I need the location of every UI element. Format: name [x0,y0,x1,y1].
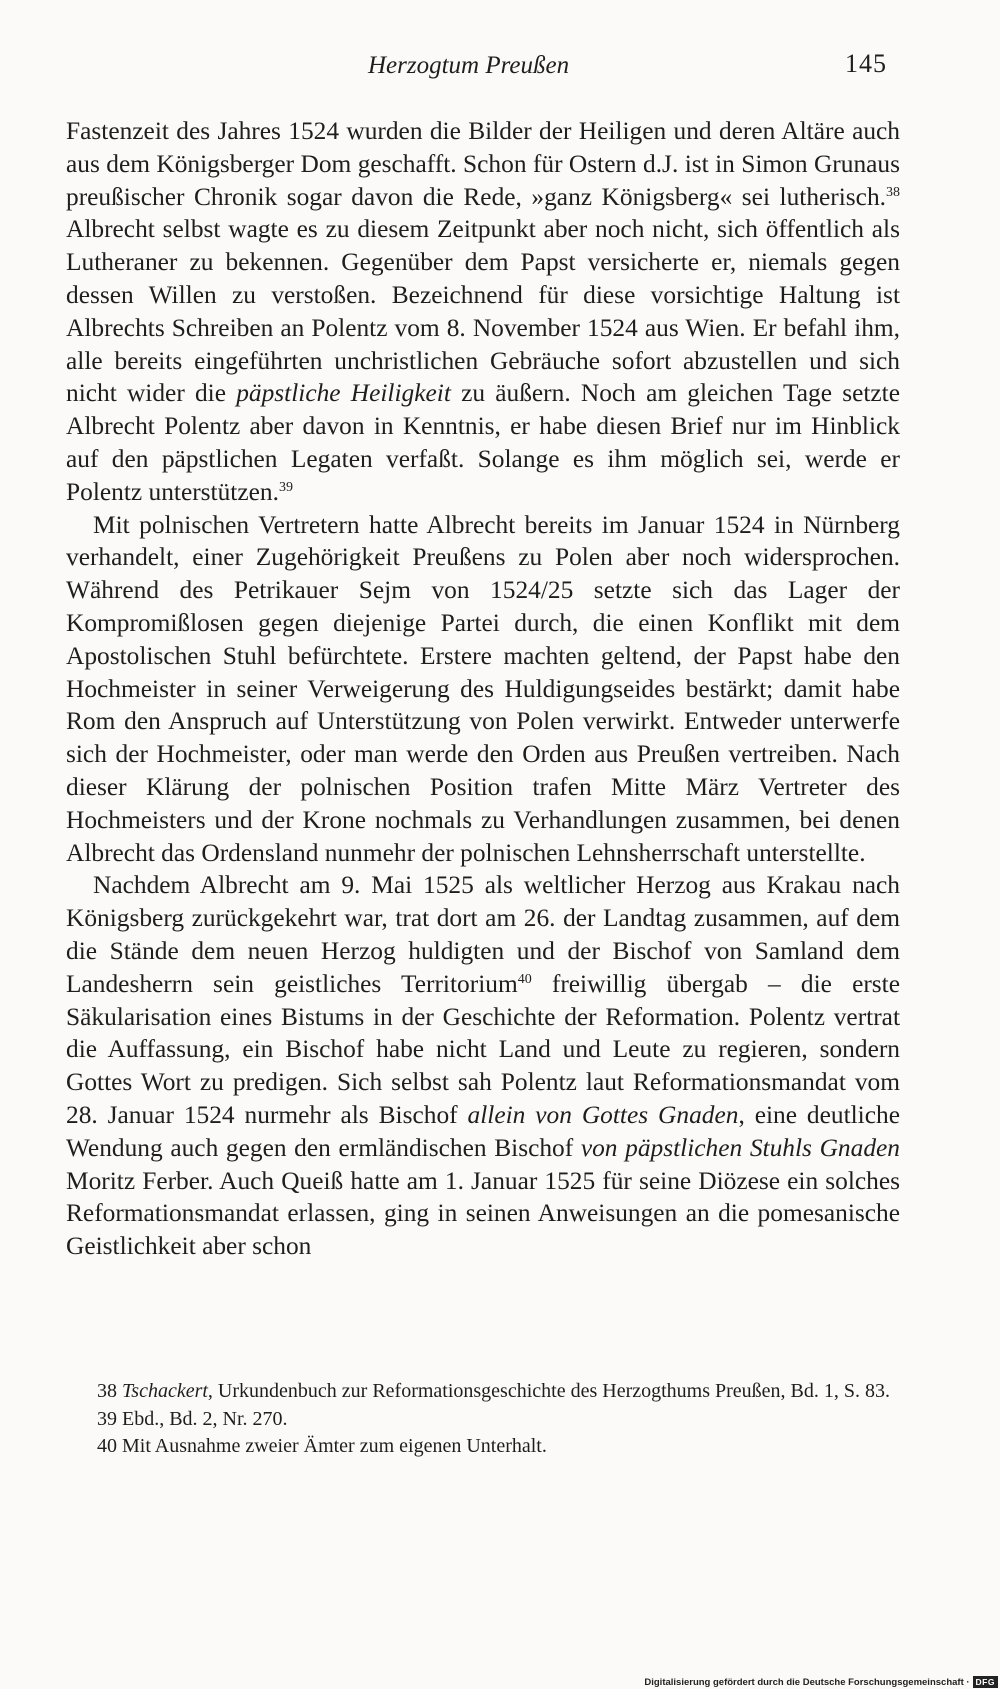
text-run: freiwillig übergab – die erste Säkularisation eines Bistums in der Geschichte der Reformation. Polentz vertrat die Auffassung, ein Bischof habe nicht Land und Leute zu regieren, sondern Gottes Wort zu predigen. Sich selbst sah Polentz laut Reformationsmandat vom 28. Januar 1524 nurmehr als Bischof [66,969,900,1129]
italic-text: Tschackert [122,1380,208,1402]
text-run: Fastenzeit des Jahres 1524 wurden die Bilder der Heiligen und deren Altäre auch aus dem Königsberger Dom geschafft. Schon für Ostern d.J. ist in Simon Grunaus preußischer Chronik sogar davon die Rede, »ganz Königsberg« sei lutherisch. [66,117,900,211]
text-run: Albrecht selbst wagte es zu diesem Zeitpunkt aber noch nicht, sich öffentlich als Lutheraner zu bekennen. Gegenüber dem Papst versicherte er, niemals gegen dessen Willen zu verstoßen. Bezeichnend für diese vorsichtige Haltung ist Albrechts Schreiben an Polentz vom 8. November 1524 aus Wien. Er befahl ihm, alle bereits eingeführten unchristlichen Gebräuche sofort abzustellen und sich nicht wider die [66,215,900,408]
text-run: zu äußern. Noch am gleichen Tage setzte Albrecht Polentz aber davon in Kenntnis, er habe diesen Brief nur im Hinblick auf den päpstlichen Legaten verfaßt. Solange es ihm möglich sei, werde er Polentz unterstützen. [66,379,901,506]
footnote-number: 40 [97,1435,117,1458]
footnote [66,1406,900,1434]
text-run: Nachdem Albrecht am 9. Mai 1525 als weltlicher Herzog aus Krakau nach Königsberg zurückgekehrt war, trat dort am 26. der Landtag zusammen, auf dem die Stände dem neuen Herzog huldigten und der Bischof von Samland dem Landesherrn sein geistliches Territorium [66,871,900,998]
dfg-logo-icon: DFG [973,1676,998,1688]
footnote [66,1378,900,1406]
paragraph [66,509,900,870]
body-text [66,115,900,1263]
italic-text: päpstliche Heiligkeit [236,379,451,408]
text-run: , eine deutliche Wendung auch gegen den ermländischen Bischof [66,1100,900,1162]
footnote-number: 38 [97,1380,117,1402]
paragraph [66,115,900,509]
footnote-number: 39 [97,1407,117,1430]
text-run: Mit Ausnahme zweier Ämter zum eigenen Unterhalt. [122,1435,547,1458]
text-run: , Urkundenbuch zur Reformationsgeschichte des Herzogthums Preußen, Bd. 1, S. 83. [207,1380,891,1402]
footnote-reference: 39 [278,479,293,495]
footnote-reference: 38 [886,184,900,200]
running-header: Herzogtum Preußen [368,52,570,79]
italic-text: von päpstlichen Stuhls Gnaden [580,1133,900,1162]
paragraph [66,869,900,1263]
footnote [66,1433,900,1461]
digitization-credit [644,1675,1000,1689]
text-run: Mit polnischen Vertretern hatte Albrecht bereits im Januar 1524 in Nürnberg verhandelt, einer Zugehörigkeit Preußens zu Polen aber noch widersprochen. Während des Petrikauer Sejm von 1524/25 setzte sich das Lager der Kompromißlosen gegen diejenige Partei durch, die einen Konflikt mit dem Apostolischen Stuhl befürchtete. Erstere machten geltend, der Papst habe den Hochmeister in seiner Verweigerung des Huldigungseides bestärkt; damit habe Rom den Anspruch auf Unterstützung von Polen verwirkt. Entweder unterwerfe sich der Hochmeister, oder man werde den Orden aus Preußen vertreiben. Nach dieser Klärung der polnischen Position trafen Mitte März Vertreter des Hochmeisters und der Krone nochmals zu Verhandlungen zusammen, bei denen Albrecht das Ordensland nunmehr der polnischen Lehnsherrschaft unterstellte. [66,510,900,867]
text-run: Ebd., Bd. 2, Nr. 270. [122,1407,288,1430]
footnotes [66,1378,900,1461]
text-run: Moritz Ferber. Auch Queiß hatte am 1. Januar 1525 für seine Diözese ein solches Reformationsmandat erlassen, ging in seinen Anweisungen an die pomesanische Geistlichkeit aber schon [66,1166,900,1261]
page-number: 145 [845,49,887,78]
footnote-reference: 40 [517,971,532,987]
italic-text: allein von Gottes Gnaden [467,1100,739,1129]
credit-text: Digitalisierung gefördert durch die Deutsche Forschungsgemeinschaft · [644,1676,970,1688]
